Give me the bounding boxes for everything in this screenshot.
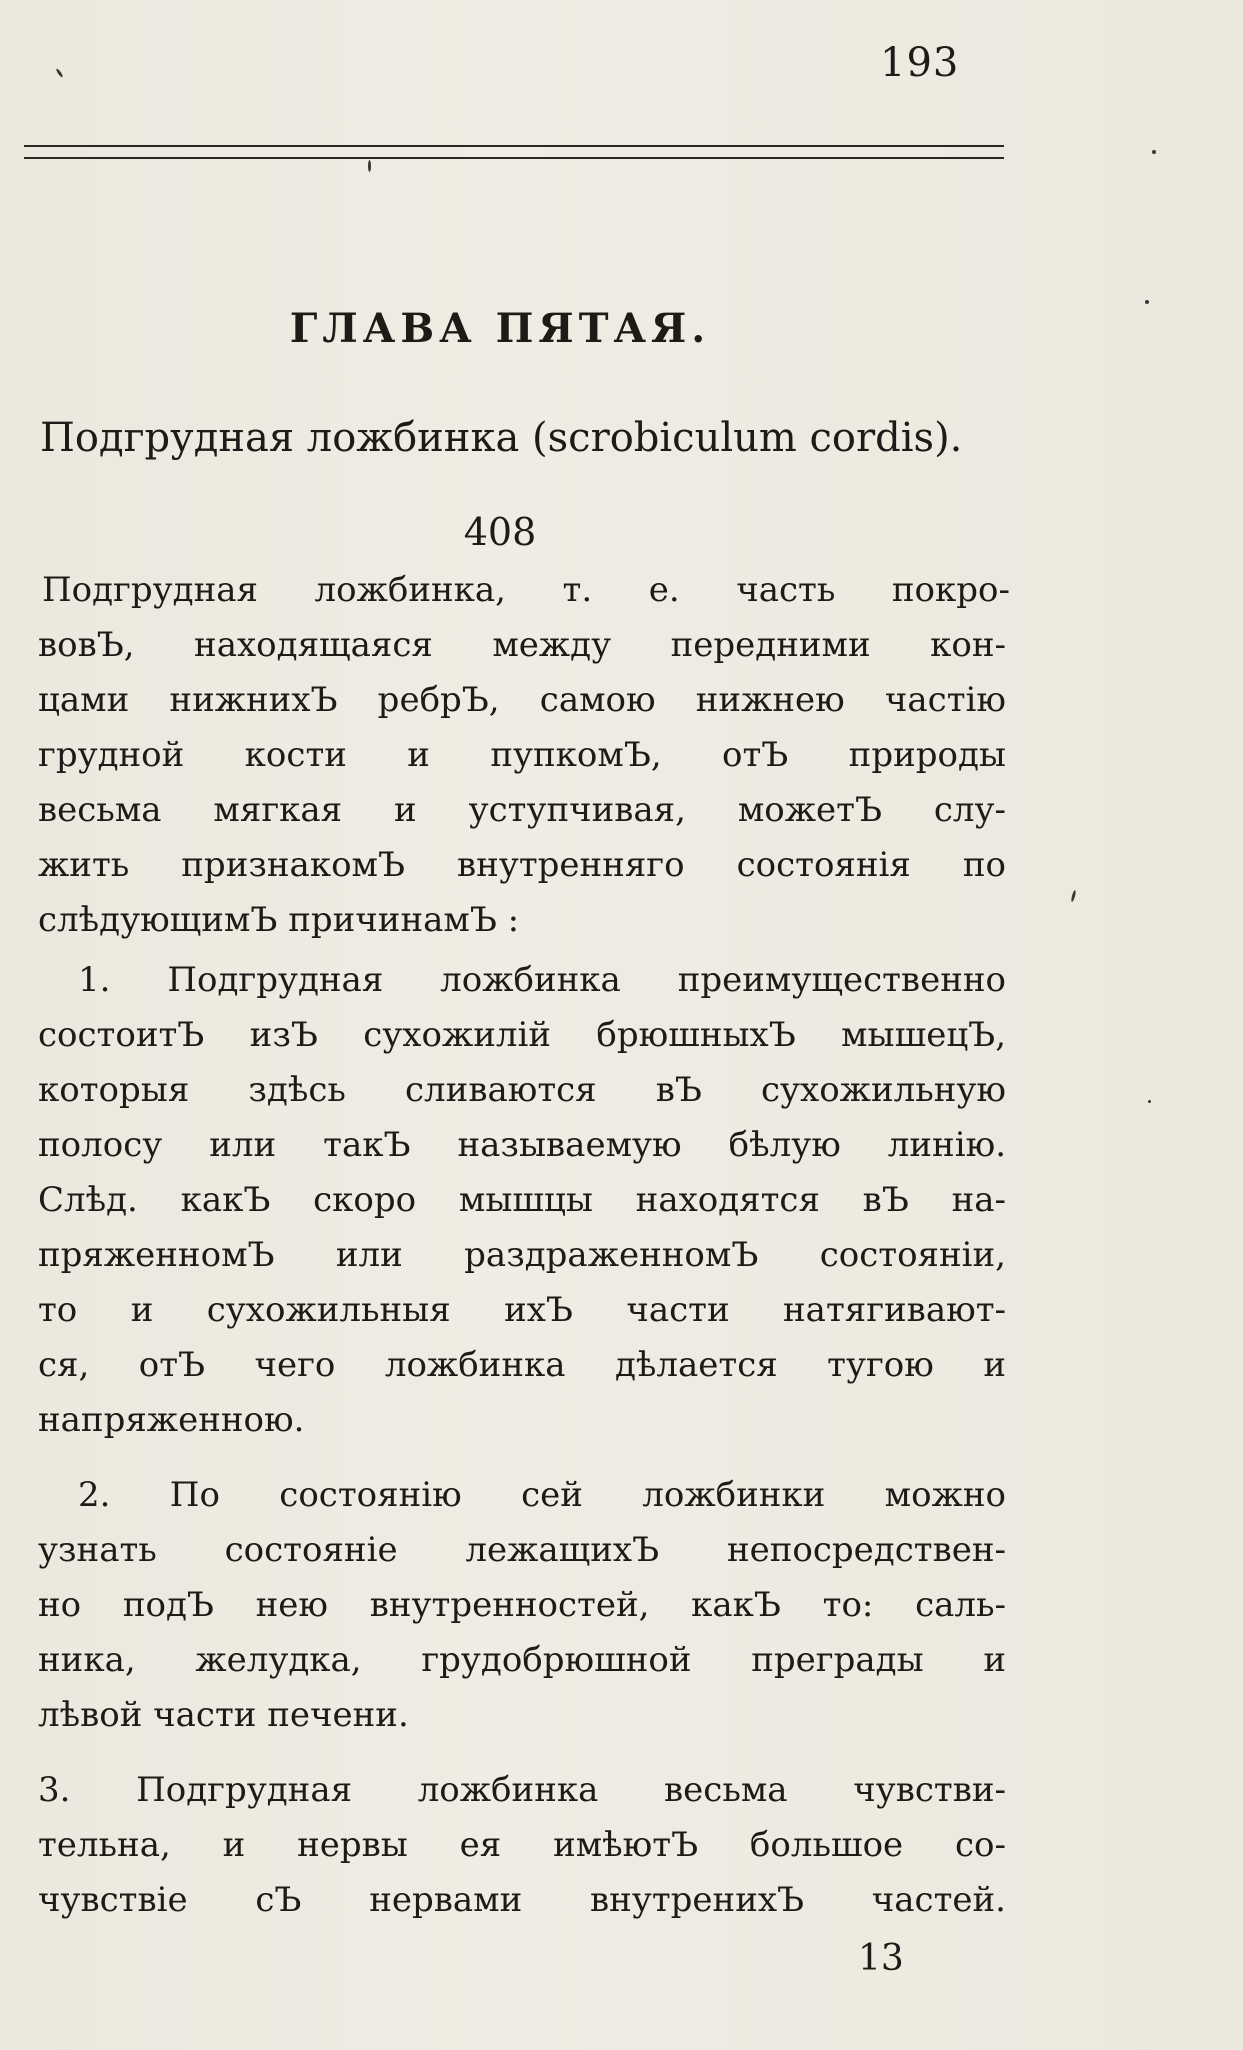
paper-speck: [368, 160, 371, 172]
text-line: жить признакомЪ внутренняго состоянія по: [38, 845, 1006, 885]
text-line: то и сухожильныя ихЪ части натягивают-: [38, 1290, 1006, 1330]
text-line: 1. Подгрудная ложбинка преимущественно: [78, 960, 1006, 1000]
text-line: весьма мягкая и уступчивая, можетЪ слу-: [38, 790, 1006, 830]
paper-speck: [1070, 890, 1076, 902]
text-line: ника, желудка, грудобрюшной преграды и: [38, 1640, 1006, 1680]
page-number: 193: [880, 40, 960, 86]
text-line: пряженномЪ или раздраженномЪ состояніи,: [38, 1235, 1006, 1275]
section-title: Подгрудная ложбинка (scrobiculum cordis).: [40, 415, 963, 461]
text-line: тельна, и нервы ея имѣютЪ большое со-: [38, 1825, 1006, 1865]
text-line: узнать состояніе лежащихЪ непосредствен-: [38, 1530, 1006, 1570]
text-line: состоитЪ изЪ сухожилій брюшныхЪ мышецЪ,: [38, 1015, 1006, 1055]
text-line: но подЪ нею внутренностей, какЪ то: саль-: [38, 1585, 1006, 1625]
paper-speck: [55, 68, 63, 78]
text-line: лѣвой части печени.: [38, 1695, 409, 1735]
text-line: 2. По состоянію сей ложбинки можно: [78, 1475, 1006, 1515]
paper-speck: [1148, 1100, 1151, 1103]
paper-speck: [1152, 150, 1156, 154]
text-line: вовЪ, находящаяся между передними кон-: [38, 625, 1006, 665]
text-line: Слѣд. какЪ скоро мышцы находятся вЪ на-: [38, 1180, 1006, 1220]
paper-speck: [1145, 300, 1149, 304]
catchword-signature: 13: [858, 1938, 904, 1979]
paragraph-number: 408: [463, 510, 537, 554]
text-line: чувствіе сЪ нервами внутренихЪ частей.: [38, 1880, 1006, 1920]
text-line: цами нижнихЪ ребрЪ, самою нижнею частію: [38, 680, 1006, 720]
text-line: слѣдующимЪ причинамЪ :: [38, 900, 520, 940]
text-line: 3. Подгрудная ложбинка весьма чувстви-: [38, 1770, 1006, 1810]
text-line: Подгрудная ложбинка, т. е. часть покро-: [42, 570, 1010, 610]
chapter-heading: ГЛАВА ПЯТАЯ.: [289, 305, 711, 352]
text-line: грудной кости и пупкомЪ, отЪ природы: [38, 735, 1006, 775]
text-line: полосу или такЪ называемую бѣлую линію.: [38, 1125, 1006, 1165]
text-line: напряженною.: [38, 1400, 305, 1440]
text-line: ся, отЪ чего ложбинка дѣлается тугою и: [38, 1345, 1006, 1385]
header-double-rule: [24, 145, 1004, 159]
text-line: которыя здѣсь сливаются вЪ сухожильную: [38, 1070, 1006, 1110]
